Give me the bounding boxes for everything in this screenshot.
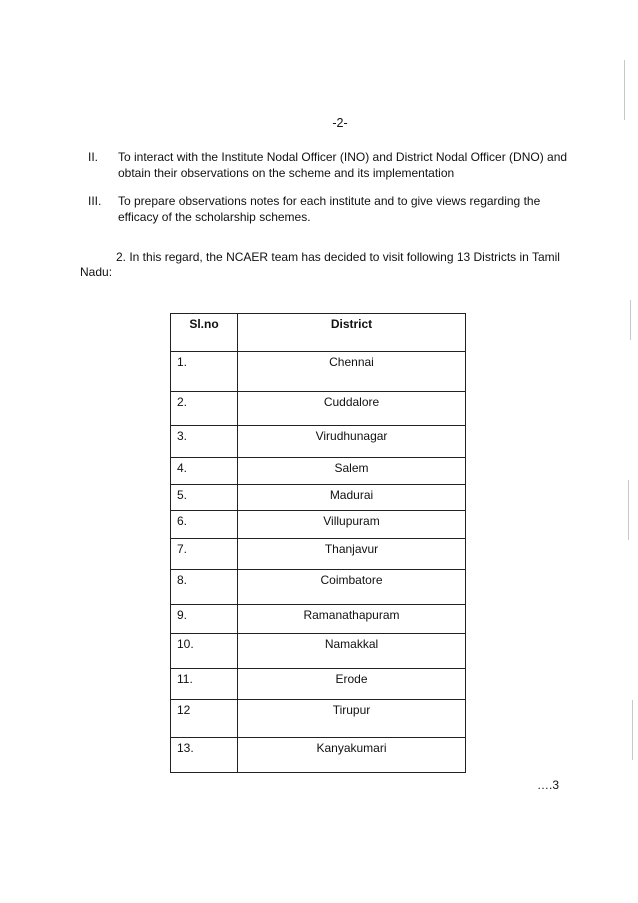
table-row [171, 485, 466, 511]
cell-slno: 9. [171, 605, 238, 634]
intro-paragraph: 2. In this regard, the NCAER team has decided to visit following 13 Districts in Tamil Nadu: [80, 250, 560, 279]
cell-slno: 2. [171, 392, 238, 426]
cell-district: Thanjavur [238, 539, 466, 570]
cell-district: Namakkal [238, 634, 466, 669]
table-row [171, 570, 466, 605]
cell-district: Tirupur [238, 700, 466, 738]
cell-district: Ramanathapuram [238, 605, 466, 634]
cell-slno: 11. [171, 669, 238, 700]
table-row [171, 738, 466, 773]
scan-edge-mark [628, 480, 629, 540]
districts-table [170, 313, 466, 773]
header-district: District [238, 314, 466, 352]
table-row [171, 605, 466, 634]
scan-edge-mark [632, 700, 633, 760]
table-row [171, 392, 466, 426]
table-row [171, 511, 466, 539]
cell-slno: 10. [171, 634, 238, 669]
cell-district: Coimbatore [238, 570, 466, 605]
cell-slno: 12 [171, 700, 238, 738]
cell-slno: 6. [171, 511, 238, 539]
cell-district: Salem [238, 458, 466, 485]
cell-district: Kanyakumari [238, 738, 466, 773]
scan-edge-mark [624, 60, 625, 120]
scan-edge-mark [630, 300, 631, 340]
table-row [171, 352, 466, 392]
cell-slno: 3. [171, 426, 238, 458]
objective-text: To prepare observations notes for each institute and to give views regarding the efficacy of the scholarship schemes. [118, 194, 541, 224]
table-row [171, 426, 466, 458]
table-row [171, 634, 466, 669]
cell-slno: 4. [171, 458, 238, 485]
cell-district: Villupuram [238, 511, 466, 539]
header-slno: Sl.no [171, 314, 238, 352]
cell-slno: 8. [171, 570, 238, 605]
cell-slno: 7. [171, 539, 238, 570]
cell-district: Madurai [238, 485, 466, 511]
table-header-row [171, 314, 466, 352]
page-number: -2- [332, 116, 348, 130]
table-row [171, 700, 466, 738]
cell-slno: 1. [171, 352, 238, 392]
cell-slno: 5. [171, 485, 238, 511]
cell-district: Virudhunagar [238, 426, 466, 458]
continuation-marker: ….3 [537, 778, 560, 792]
cell-district: Chennai [238, 352, 466, 392]
cell-district: Erode [238, 669, 466, 700]
table-row [171, 539, 466, 570]
objective-text: To interact with the Institute Nodal Officer (INO) and District Nodal Officer (DNO) and obtain their observations on the scheme and its implementation [118, 150, 568, 180]
cell-district: Cuddalore [238, 392, 466, 426]
cell-slno: 13. [171, 738, 238, 773]
objective-number: II. [88, 150, 99, 164]
table-row [171, 458, 466, 485]
table-row [171, 669, 466, 700]
objective-number: III. [88, 194, 102, 208]
